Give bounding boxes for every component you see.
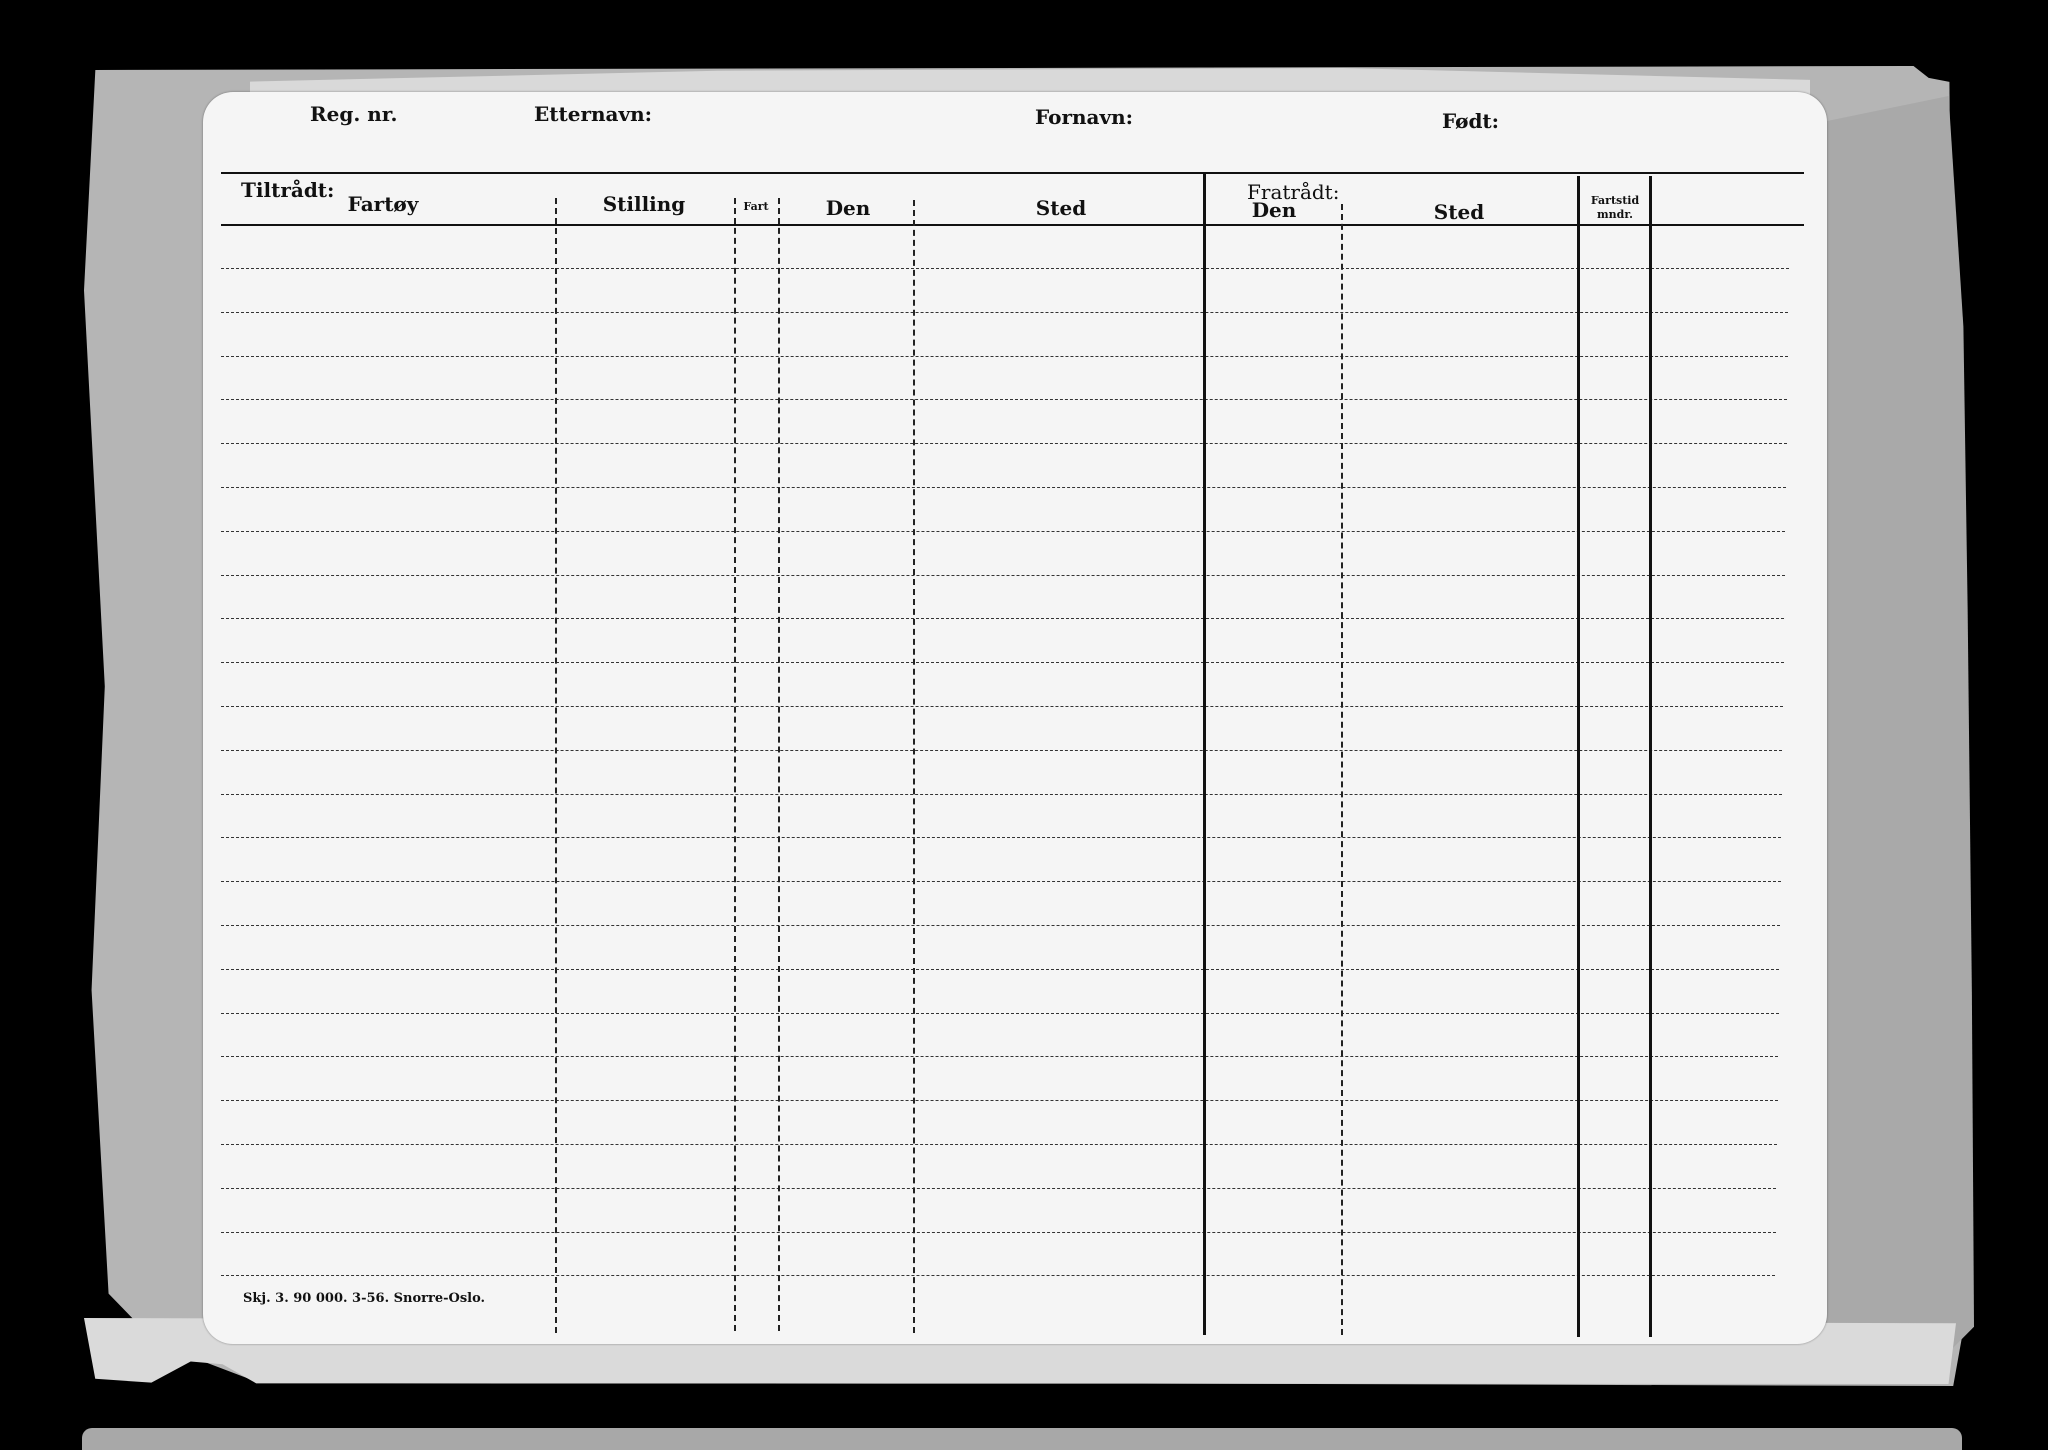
col-divider-tiltradt-fratradt [1203,174,1206,1335]
ledger-row-line [221,531,1785,532]
col-divider-sted-2 [1577,176,1580,1337]
ledger-row-line [221,356,1788,357]
ledger-row-line [221,837,1781,838]
col-head-fart: Fart [743,200,769,213]
col-head-den-2: Den [1251,198,1297,222]
registry-card [203,92,1827,1344]
col-head-sted-1: Sted [1035,196,1087,220]
ledger-row-line [221,881,1781,882]
ledger-row-line [221,1188,1776,1189]
ledger-row-line [221,1100,1778,1101]
ledger-row-line [221,575,1785,576]
col-head-fartoy: Fartøy [347,192,419,216]
col-head-fartstid-line2: mndr. [1597,208,1633,221]
ledger-row-line [221,750,1782,751]
reg-nr-label: Reg. nr. [310,102,398,126]
ledger-row-line [221,925,1780,926]
ledger-row-line [221,1232,1776,1233]
col-head-stilling: Stilling [602,192,686,216]
ledger-row-line [221,443,1787,444]
ledger-row-line [221,1144,1777,1145]
ledger-row-line [221,618,1784,619]
col-head-fartstid [1591,194,1639,222]
ledger-row-line [221,662,1784,663]
ledger-row-line [221,794,1782,795]
print-imprint: Skj. 3. 90 000. 3-56. Snorre-Oslo. [243,1291,486,1306]
col-divider-stilling [734,198,736,1331]
ledger-row-line [221,1275,1775,1276]
header-rule-top [221,172,1804,174]
ledger-row-line [221,268,1789,269]
col-head-sted-2: Sted [1433,200,1485,224]
tiltradt-label: Tiltrådt: [241,178,335,202]
next-card-edge [82,1428,1962,1450]
fodt-label: Født: [1442,109,1500,133]
etternavn-label: Etternavn: [534,102,653,126]
col-divider-fartstid [1649,176,1652,1337]
ledger-row-line [221,706,1783,707]
col-divider-fart [778,198,780,1331]
col-head-den-1: Den [825,196,871,220]
col-head-fartstid-line1: Fartstid [1590,194,1640,207]
col-divider-den-2 [1341,204,1343,1335]
col-divider-den [913,200,915,1333]
header-rule-bottom [221,224,1804,226]
ledger-row-line [221,969,1779,970]
fornavn-label: Fornavn: [1035,105,1134,129]
ledger-row-line [221,399,1787,400]
ledger-row-line [221,1013,1779,1014]
ledger-row-line [221,1056,1778,1057]
ledger-row-line [221,312,1788,313]
ledger-row-line [221,487,1786,488]
fratradt-label: Fratrådt: [1247,180,1340,204]
col-divider-fartoy [555,198,557,1333]
